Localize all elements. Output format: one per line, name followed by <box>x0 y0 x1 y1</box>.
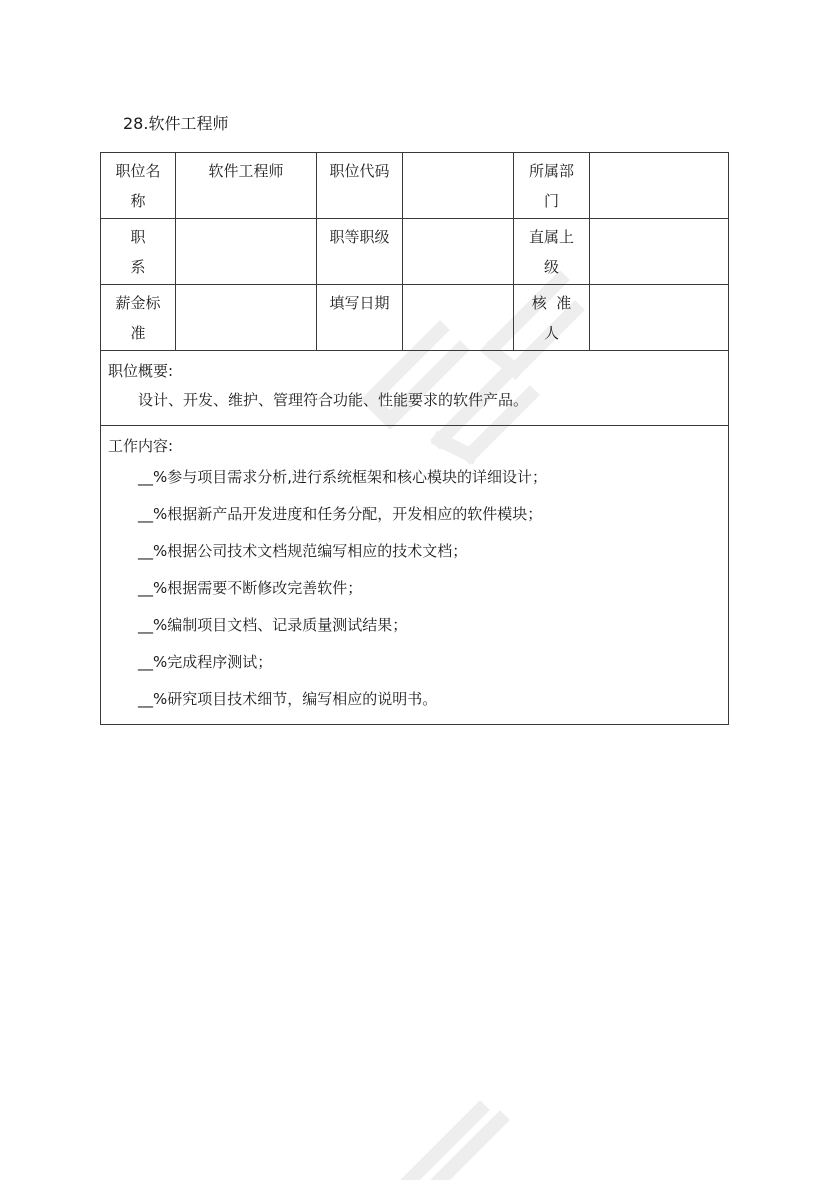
duties-list <box>108 459 728 718</box>
summary-text: 设计、开发、维护、管理符合功能、性能要求的软件产品。 <box>138 391 529 409</box>
table-row <box>101 153 729 219</box>
job-duties <box>101 426 729 725</box>
list-item: __%根据新产品开发进度和任务分配，开发相应的软件模块； <box>138 505 543 523</box>
grade-level-value <box>403 219 514 285</box>
position-name-value: 软件工程师 <box>176 153 317 219</box>
page-title: 28.软件工程师 <box>123 114 229 133</box>
position-summary <box>101 351 729 426</box>
salary-standard-label: 薪金标 准 <box>101 285 176 351</box>
fill-date-value <box>403 285 514 351</box>
duties-heading: 工作内容: <box>108 437 174 455</box>
job-description-table <box>100 152 729 725</box>
list-item: __%参与项目需求分析,进行系统框架和核心模块的详细设计； <box>138 468 548 486</box>
job-family-value <box>176 219 317 285</box>
supervisor-value <box>590 219 729 285</box>
department-label: 所属部 门 <box>514 153 590 219</box>
position-name-label: 职位名 称 <box>101 153 176 219</box>
department-value <box>590 153 729 219</box>
list-item: __%完成程序测试； <box>138 653 273 671</box>
summary-heading: 职位概要: <box>108 362 174 380</box>
grade-level-label: 职等职级 <box>317 219 403 285</box>
job-family-label: 职 系 <box>101 219 176 285</box>
approver-label: 核 准 人 <box>514 285 590 351</box>
position-code-value <box>403 153 514 219</box>
table-row <box>101 351 729 426</box>
watermark-icon <box>330 1050 590 1180</box>
salary-standard-value <box>176 285 317 351</box>
list-item: __%根据需要不断修改完善软件； <box>138 579 363 597</box>
fill-date-label: 填写日期 <box>317 285 403 351</box>
list-item: __%根据公司技术文档规范编写相应的技术文档； <box>138 542 468 560</box>
table-row <box>101 426 729 725</box>
supervisor-label: 直属上 级 <box>514 219 590 285</box>
table-row <box>101 285 729 351</box>
list-item: __%研究项目技术细节，编写相应的说明书。 <box>138 690 438 708</box>
table-row <box>101 219 729 285</box>
approver-value <box>590 285 729 351</box>
list-item: __%编制项目文档、记录质量测试结果； <box>138 616 408 634</box>
position-code-label: 职位代码 <box>317 153 403 219</box>
